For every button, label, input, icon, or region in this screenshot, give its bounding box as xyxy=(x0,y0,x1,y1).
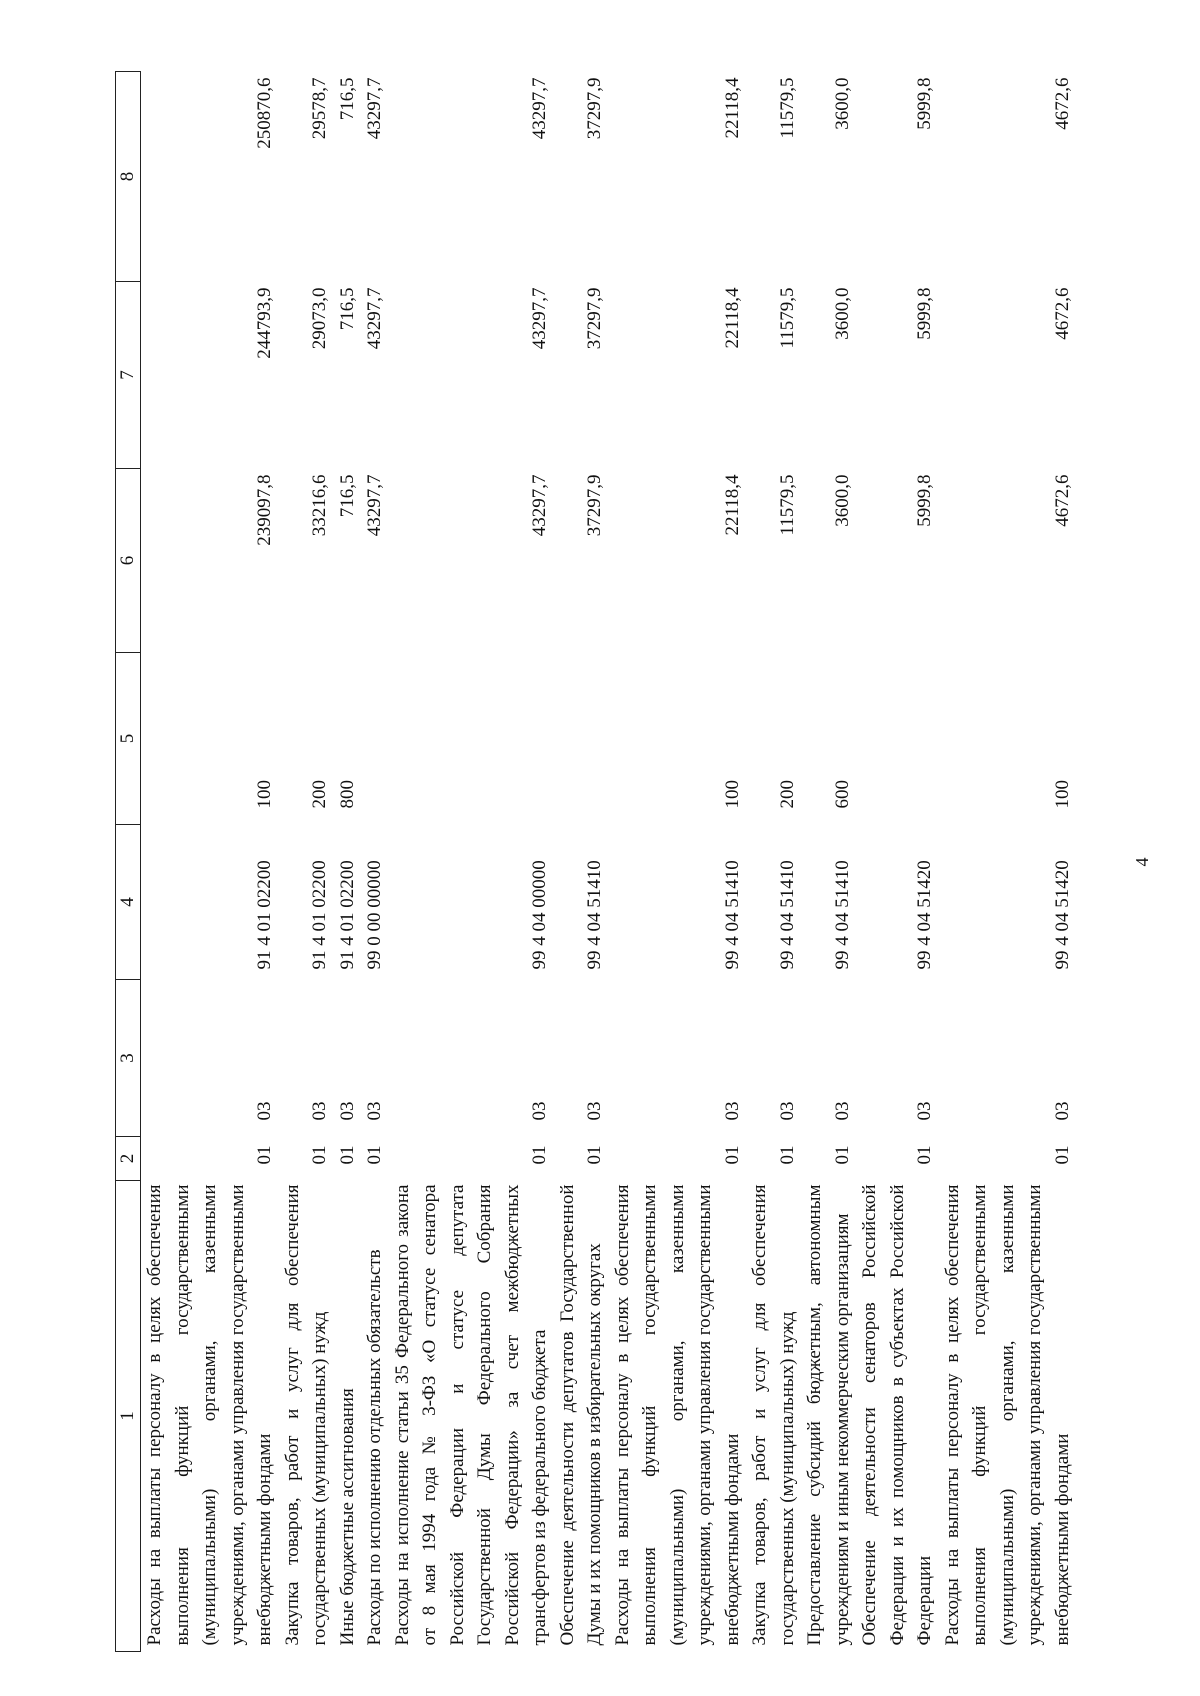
table-body xyxy=(141,72,1077,1652)
row-value-6: 37297,9 xyxy=(584,474,605,537)
row-expense-type: 100 xyxy=(254,780,275,809)
row-value-8: 11579,5 xyxy=(776,77,798,139)
row-code-2: 01 xyxy=(309,1145,330,1165)
row-code-3: 03 xyxy=(254,1101,275,1121)
table-row xyxy=(279,72,334,1652)
budget-table xyxy=(115,71,1076,1652)
row-value-8: 43297,7 xyxy=(364,77,385,140)
row-code-3: 03 xyxy=(831,1101,853,1121)
row-target-code: 91 4 01 02200 xyxy=(254,860,275,970)
row-code-3: 03 xyxy=(364,1101,385,1121)
row-expense-type: 200 xyxy=(309,780,330,809)
row-value-8: 29578,7 xyxy=(309,77,330,140)
row-value-7: 29073,0 xyxy=(309,287,330,350)
row-target-code: 99 4 04 51410 xyxy=(584,860,605,970)
row-target-code: 99 4 04 00000 xyxy=(529,860,550,970)
row-value-7: 43297,7 xyxy=(364,287,385,350)
table-row xyxy=(609,72,747,1652)
table-row xyxy=(334,72,362,1652)
row-value-7: 244793,9 xyxy=(254,287,275,359)
row-description: Расходы на исполнение статьи 35 Федерального закона от 8 мая 1994 года № 3-ФЗ «О статусе сенатора Российской Федерации и статусе депутата Государственной Думы Федерального Собрания Российской Федерации» за счет межбюджетных трансфертов из федерального бюджета xyxy=(391,1184,550,1646)
row-value-8: 43297,7 xyxy=(529,77,550,140)
row-expense-type: 100 xyxy=(721,780,743,809)
table-row xyxy=(141,72,279,1652)
row-target-code: 91 4 01 02200 xyxy=(336,860,358,970)
row-value-6: 33216,6 xyxy=(309,474,330,537)
row-value-7: 4672,6 xyxy=(1051,287,1073,340)
row-description: Расходы на выплаты персоналу в целях обеспечения выполнения функций государственными (муниципальными) органами, казенными учреждениями, органами управления государственными внебюджетными фондами xyxy=(941,1184,1073,1646)
row-code-3: 03 xyxy=(584,1101,605,1121)
row-expense-type: 100 xyxy=(1051,780,1073,809)
row-description: Иные бюджетные ассигнования xyxy=(336,1388,358,1646)
row-expense-type: 800 xyxy=(336,780,358,809)
row-description: Обеспечение деятельности депутатов Государственной Думы и их помощников в избирательных округах xyxy=(556,1184,605,1646)
row-code-2: 01 xyxy=(584,1145,605,1165)
row-value-6: 239097,8 xyxy=(254,474,275,546)
row-expense-type: 600 xyxy=(831,780,853,809)
row-expense-type xyxy=(361,653,389,825)
table-header-row xyxy=(116,72,141,1652)
header-col-4: 4 xyxy=(116,825,141,980)
row-value-6: 3600,0 xyxy=(831,474,853,527)
row-description: Закупка товаров, работ и услуг для обеспечения государственных (муниципальных) нужд xyxy=(281,1184,330,1646)
header-col-5: 5 xyxy=(116,653,141,825)
row-description: Обеспечение деятельности сенаторов Российской Федерации и их помощников в субъектах Российской Федерации xyxy=(859,1184,935,1646)
row-value-8: 250870,6 xyxy=(254,77,275,149)
row-code-2: 01 xyxy=(364,1145,385,1165)
row-value-7: 3600,0 xyxy=(831,287,853,340)
table-row xyxy=(939,72,1077,1652)
row-code-3: 03 xyxy=(336,1101,358,1121)
row-value-6: 716,5 xyxy=(336,474,358,518)
row-expense-type xyxy=(554,653,609,825)
row-description: Предоставление субсидий бюджетным, автономным учреждениям и иным некоммерческим организациям xyxy=(804,1184,853,1646)
row-code-3: 03 xyxy=(1051,1101,1073,1121)
table-row xyxy=(554,72,609,1652)
header-col-8: 8 xyxy=(116,72,141,282)
row-value-6: 11579,5 xyxy=(776,474,798,536)
row-expense-type xyxy=(389,653,554,825)
row-value-6: 5999,8 xyxy=(914,474,935,527)
row-code-2: 01 xyxy=(254,1145,275,1165)
row-target-code: 99 4 04 51410 xyxy=(721,860,743,970)
row-description: Закупка товаров, работ и услуг для обеспечения государственных (муниципальных) нужд xyxy=(749,1184,798,1646)
row-value-8: 5999,8 xyxy=(914,77,935,130)
row-code-2: 01 xyxy=(721,1145,743,1165)
row-code-3: 03 xyxy=(309,1101,330,1121)
row-expense-type: 200 xyxy=(776,780,798,809)
row-code-3: 03 xyxy=(721,1101,743,1121)
row-value-8: 22118,4 xyxy=(721,77,743,139)
row-target-code: 99 4 04 51420 xyxy=(1051,860,1073,970)
table-row xyxy=(361,72,389,1652)
row-code-2: 01 xyxy=(831,1145,853,1165)
header-col-7: 7 xyxy=(116,282,141,469)
row-value-7: 11579,5 xyxy=(776,287,798,349)
row-code-2: 01 xyxy=(776,1145,798,1165)
row-target-code: 99 0 00 00000 xyxy=(364,860,385,970)
rotated-content xyxy=(115,72,1151,1652)
table-row xyxy=(856,72,939,1652)
row-expense-type xyxy=(856,653,939,825)
header-col-2: 2 xyxy=(116,1137,141,1181)
row-description: Расходы по исполнению отдельных обязательств xyxy=(364,1249,385,1646)
row-code-2: 01 xyxy=(336,1145,358,1165)
table-row xyxy=(746,72,801,1652)
row-code-3: 03 xyxy=(529,1101,550,1121)
page-number: 4 xyxy=(1132,857,1152,867)
table-row xyxy=(389,72,554,1652)
header-col-1: 1 xyxy=(116,1181,141,1652)
row-value-7: 22118,4 xyxy=(721,287,743,349)
header-col-6: 6 xyxy=(116,469,141,653)
row-value-6: 43297,7 xyxy=(529,474,550,537)
row-value-6: 43297,7 xyxy=(364,474,385,537)
row-description: Расходы на выплаты персоналу в целях обеспечения выполнения функций государственными (муниципальными) органами, казенными учреждениями, органами управления государственными внебюджетными фондами xyxy=(144,1184,275,1646)
row-code-2: 01 xyxy=(914,1145,935,1165)
row-code-3: 03 xyxy=(914,1101,935,1121)
row-value-7: 43297,7 xyxy=(529,287,550,350)
row-target-code: 91 4 01 02200 xyxy=(309,860,330,970)
row-value-8: 3600,0 xyxy=(831,77,853,130)
row-value-7: 5999,8 xyxy=(914,287,935,340)
row-value-7: 37297,9 xyxy=(584,287,605,350)
table-row xyxy=(801,72,856,1652)
row-target-code: 99 4 04 51410 xyxy=(776,860,798,970)
row-value-6: 4672,6 xyxy=(1051,474,1073,527)
row-code-3: 03 xyxy=(776,1101,798,1121)
row-target-code: 99 4 04 51420 xyxy=(914,860,935,970)
row-value-8: 37297,9 xyxy=(584,77,605,140)
row-code-2: 01 xyxy=(1051,1145,1073,1165)
row-target-code: 99 4 04 51410 xyxy=(831,860,853,970)
row-description: Расходы на выплаты персоналу в целях обеспечения выполнения функций государственными (муниципальными) органами, казенными учреждениями, органами управления государственными внебюджетными фондами xyxy=(611,1184,743,1646)
row-code-2: 01 xyxy=(529,1145,550,1165)
row-value-6: 22118,4 xyxy=(721,474,743,536)
header-col-3: 3 xyxy=(116,980,141,1137)
row-value-8: 716,5 xyxy=(336,77,358,121)
row-value-7: 716,5 xyxy=(336,287,358,331)
row-value-8: 4672,6 xyxy=(1051,77,1073,130)
